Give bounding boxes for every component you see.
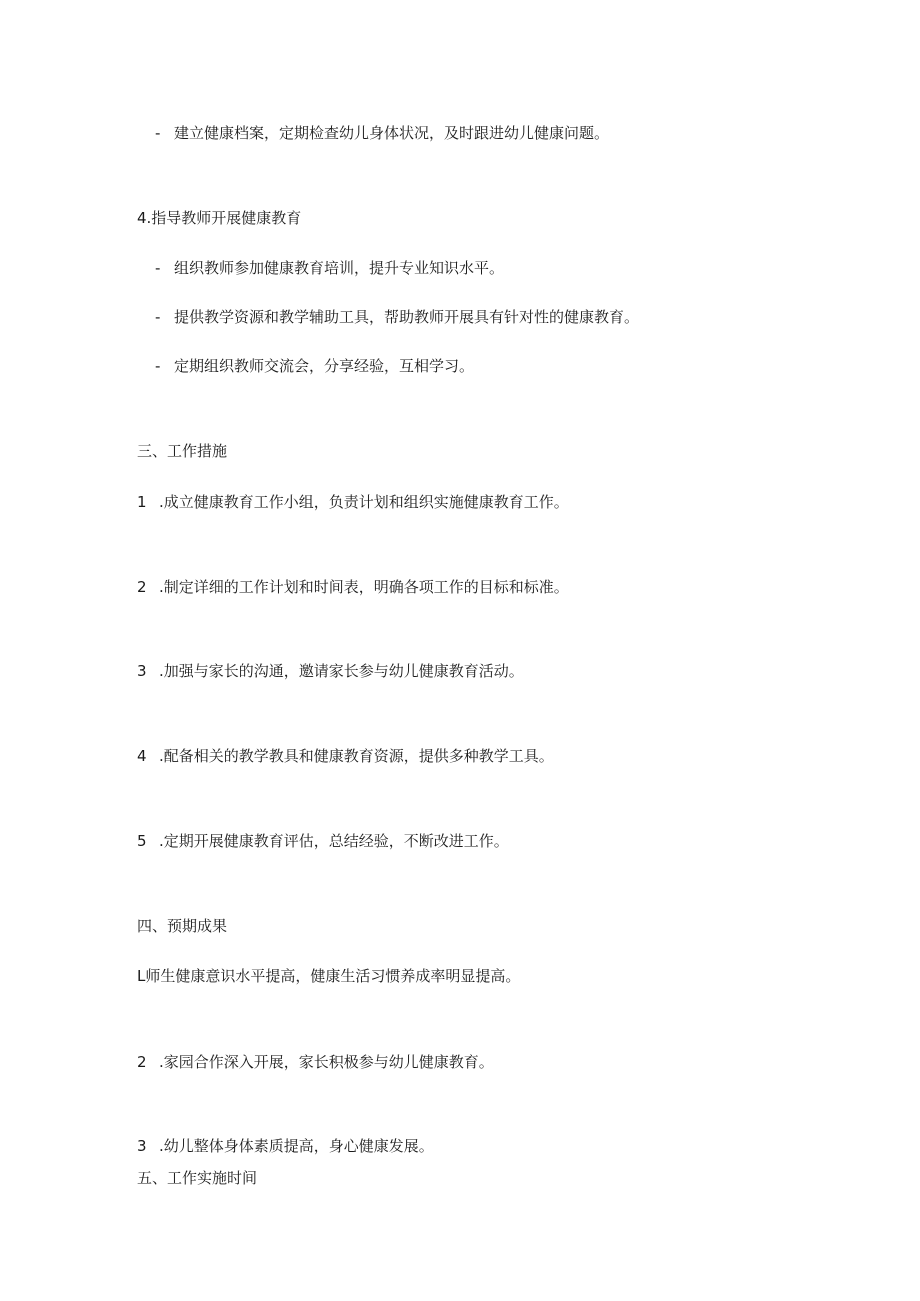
item-number: 4 [137,747,147,765]
item-text: .家园合作深入开展，家长积极参与幼儿健康教育。 [159,1053,494,1071]
item-text: .成立健康教育工作小组，负责计划和组织实施健康教育工作。 [159,493,569,511]
bullet-item [155,123,609,143]
numbered-item [137,577,569,597]
section-heading: 4.指导教师开展健康教育 [137,209,302,227]
numbered-item [137,492,569,512]
section-heading: 三、工作措施 [137,442,228,460]
numbered-item: L师生健康意识水平提高，健康生活习惯养成率明显提高。 [137,967,521,985]
bullet-text: 提供教学资源和教学辅助工具，帮助教师开展具有针对性的健康教育。 [174,308,640,326]
item-number: 2 [137,578,147,596]
item-text: .幼儿整体身体素质提高，身心健康发展。 [159,1137,434,1155]
bullet-item [155,356,474,376]
bullet-item [155,307,639,327]
numbered-item [137,1136,434,1156]
item-number: 1 [137,493,147,511]
bullet-dash: - [155,308,161,326]
bullet-item [155,258,504,278]
section-heading: 四、预期成果 [137,917,228,935]
item-number: 2 [137,1053,147,1071]
bullet-text: 定期组织教师交流会，分享经验，互相学习。 [174,357,475,375]
item-text: .配备相关的教学教具和健康教育资源，提供多种教学工具。 [159,747,554,765]
section-heading: 五、工作实施时间 [137,1169,258,1187]
item-number: 3 [137,662,147,680]
bullet-text: 组织教师参加健康教育培训，提升专业知识水平。 [174,259,505,277]
item-text: .定期开展健康教育评估，总结经验，不断改进工作。 [159,832,509,850]
numbered-item [137,1052,494,1072]
bullet-dash: - [155,357,161,375]
bullet-dash: - [155,124,161,142]
numbered-item [137,831,509,851]
bullet-dash: - [155,259,161,277]
item-number: 5 [137,832,147,850]
item-text: .加强与家长的沟通，邀请家长参与幼儿健康教育活动。 [159,662,524,680]
numbered-item [137,661,524,681]
bullet-text: 建立健康档案，定期检查幼儿身体状况，及时跟进幼儿健康问题。 [174,124,610,142]
item-text: .制定详细的工作计划和时间表，明确各项工作的目标和标准。 [159,578,569,596]
numbered-item [137,746,554,766]
item-number: 3 [137,1137,147,1155]
